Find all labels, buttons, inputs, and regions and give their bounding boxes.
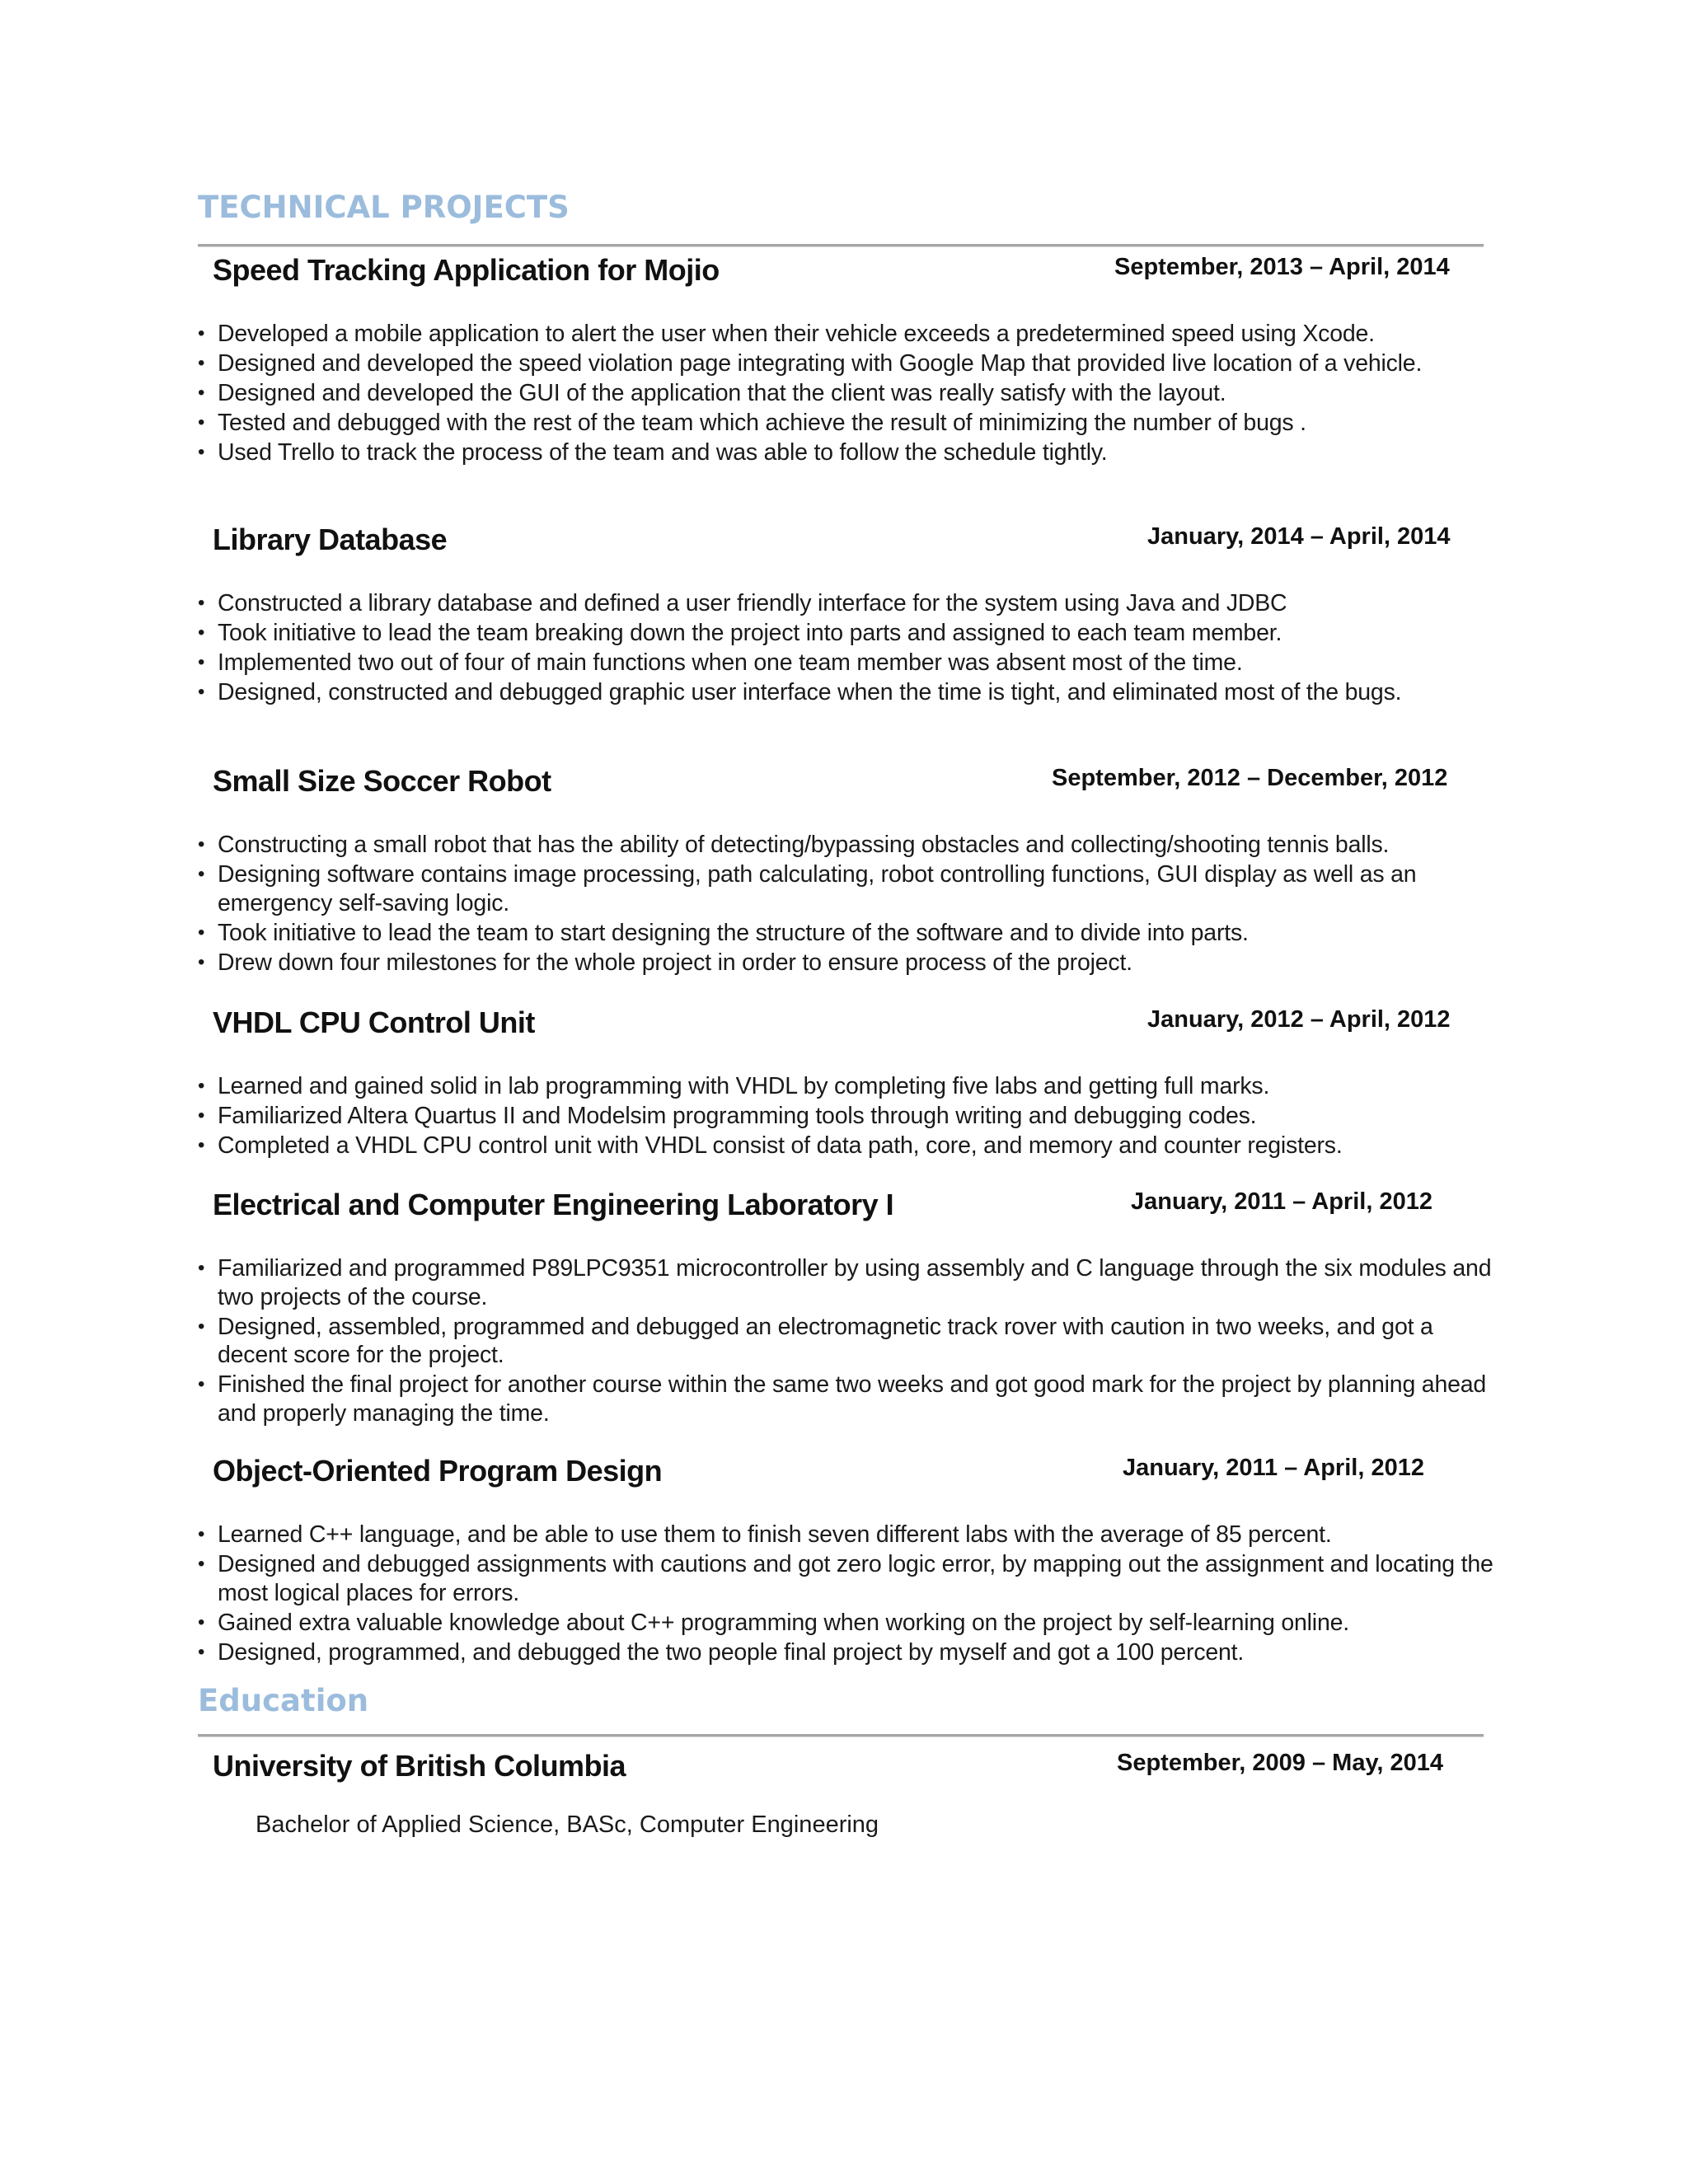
- section-divider: [198, 244, 1484, 247]
- project-bullets: [198, 1072, 1500, 1160]
- degree-text: Bachelor of Applied Science, BASc, Computer Engineering: [256, 1811, 879, 1838]
- project-bullets: [198, 1521, 1500, 1666]
- project-header: [198, 763, 1500, 804]
- bullet-item: • Took initiative to lead the team to start designing the structure of the software and to divide into parts.: [198, 919, 1249, 946]
- project-header: [198, 1005, 1500, 1046]
- bullet-item: • Constructed a library database and defined a user friendly interface for the system using Java and JDBC: [198, 590, 1287, 616]
- project-date: January, 2011 – April, 2012: [1123, 1455, 1424, 1481]
- project-date: January, 2011 – April, 2012: [1131, 1188, 1432, 1215]
- school-name: University of British Columbia: [213, 1749, 626, 1783]
- project-speed-tracking: [198, 252, 1500, 468]
- education-date: September, 2009 – May, 2014: [1117, 1750, 1444, 1776]
- project-title: Small Size Soccer Robot: [213, 764, 551, 798]
- bullet-item: • Implemented two out of four of main functions when one team member was absent most of the time.: [198, 649, 1243, 676]
- project-vhdl-cpu: [198, 1005, 1500, 1161]
- project-bullets: [198, 589, 1500, 707]
- project-title: VHDL CPU Control Unit: [213, 1005, 535, 1039]
- bullet-item: • Used Trello to track the process of the team and was able to follow the schedule tightly.: [198, 439, 1108, 466]
- bullet-item: • Designed and developed the speed violation page integrating with Google Map that provided live location of a vehicle.: [198, 350, 1423, 377]
- project-date: January, 2014 – April, 2014: [1147, 523, 1451, 550]
- project-title: Electrical and Computer Engineering Laboratory I: [213, 1188, 894, 1221]
- project-date: September, 2012 – December, 2012: [1052, 765, 1448, 791]
- education-entry: [198, 1748, 1500, 1789]
- project-oop-design: [198, 1453, 1500, 1668]
- project-soccer-robot: [198, 763, 1500, 978]
- bullet-item: • Designed, assembled, programmed and debugged an electromagnetic track rover with caution in two weeks, and got a decent score for the project.: [198, 1313, 1433, 1368]
- project-library-database: [198, 522, 1500, 708]
- project-ece-laboratory: [198, 1187, 1500, 1429]
- bullet-item: • Gained extra valuable knowledge about C++ programming when working on the project by self-learning online.: [198, 1609, 1349, 1636]
- bullet-item: • Learned and gained solid in lab programming with VHDL by completing five labs and getting full marks.: [198, 1073, 1270, 1099]
- bullet-item: • Completed a VHDL CPU control unit with VHDL consist of data path, core, and memory and counter registers.: [198, 1132, 1343, 1159]
- bullet-item: • Constructing a small robot that has the ability of detecting/bypassing obstacles and collecting/shooting tennis balls.: [198, 832, 1390, 858]
- project-date: September, 2013 – April, 2014: [1114, 254, 1450, 280]
- bullet-item: • Developed a mobile application to alert the user when their vehicle exceeds a predetermined speed using Xcode.: [198, 321, 1375, 347]
- bullet-item: • Designed, constructed and debugged graphic user interface when the time is tight, and eliminated most of the bugs.: [198, 679, 1402, 705]
- section-heading-education: Education: [198, 1683, 369, 1718]
- bullet-item: • Took initiative to lead the team breaking down the project into parts and assigned to each team member.: [198, 620, 1282, 646]
- project-bullets: [198, 1254, 1500, 1427]
- bullet-item: • Familiarized and programmed P89LPC9351 microcontroller by using assembly and C language through the six modules and two projects of the course.: [198, 1255, 1492, 1310]
- bullet-item: • Designed and developed the GUI of the application that the client was really satisfy with the layout.: [198, 380, 1226, 406]
- project-header: [198, 252, 1500, 293]
- bullet-item: • Designed and debugged assignments with cautions and got zero logic error, by mapping out the assignment and locating the most logical places for errors.: [198, 1551, 1493, 1606]
- project-title: Speed Tracking Application for Mojio: [213, 253, 720, 287]
- project-header: [198, 1187, 1500, 1228]
- project-title: Library Database: [213, 523, 448, 556]
- bullet-item: • Tested and debugged with the rest of the team which achieve the result of minimizing the number of bugs .: [198, 410, 1306, 436]
- section-divider: [198, 1734, 1484, 1737]
- bullet-item: • Designed, programmed, and debugged the two people final project by myself and got a 100 percent.: [198, 1638, 1245, 1666]
- project-bullets: [198, 831, 1500, 977]
- project-bullets: [198, 320, 1500, 467]
- project-header: [198, 522, 1500, 563]
- education-header: [198, 1748, 1500, 1789]
- project-header: [198, 1453, 1500, 1494]
- bullet-item: • Familiarized Altera Quartus II and Modelsim programming tools through writing and debugging codes.: [198, 1103, 1257, 1129]
- bullet-item: • Drew down four milestones for the whole project in order to ensure process of the project.: [198, 949, 1132, 976]
- project-date: January, 2012 – April, 2012: [1147, 1006, 1451, 1033]
- project-title: Object-Oriented Program Design: [213, 1454, 663, 1488]
- bullet-item: • Finished the final project for another course within the same two weeks and got good mark for the project by planning ahead and properly managing the time.: [198, 1371, 1487, 1427]
- bullet-item: • Learned C++ language, and be able to use them to finish seven different labs with the average of 85 percent.: [198, 1521, 1332, 1548]
- bullet-item: • Designing software contains image processing, path calculating, robot controlling functions, GUI display as well as an emergency self-saving logic.: [198, 861, 1417, 916]
- section-heading-technical-projects: TECHNICAL PROJECTS: [198, 190, 570, 225]
